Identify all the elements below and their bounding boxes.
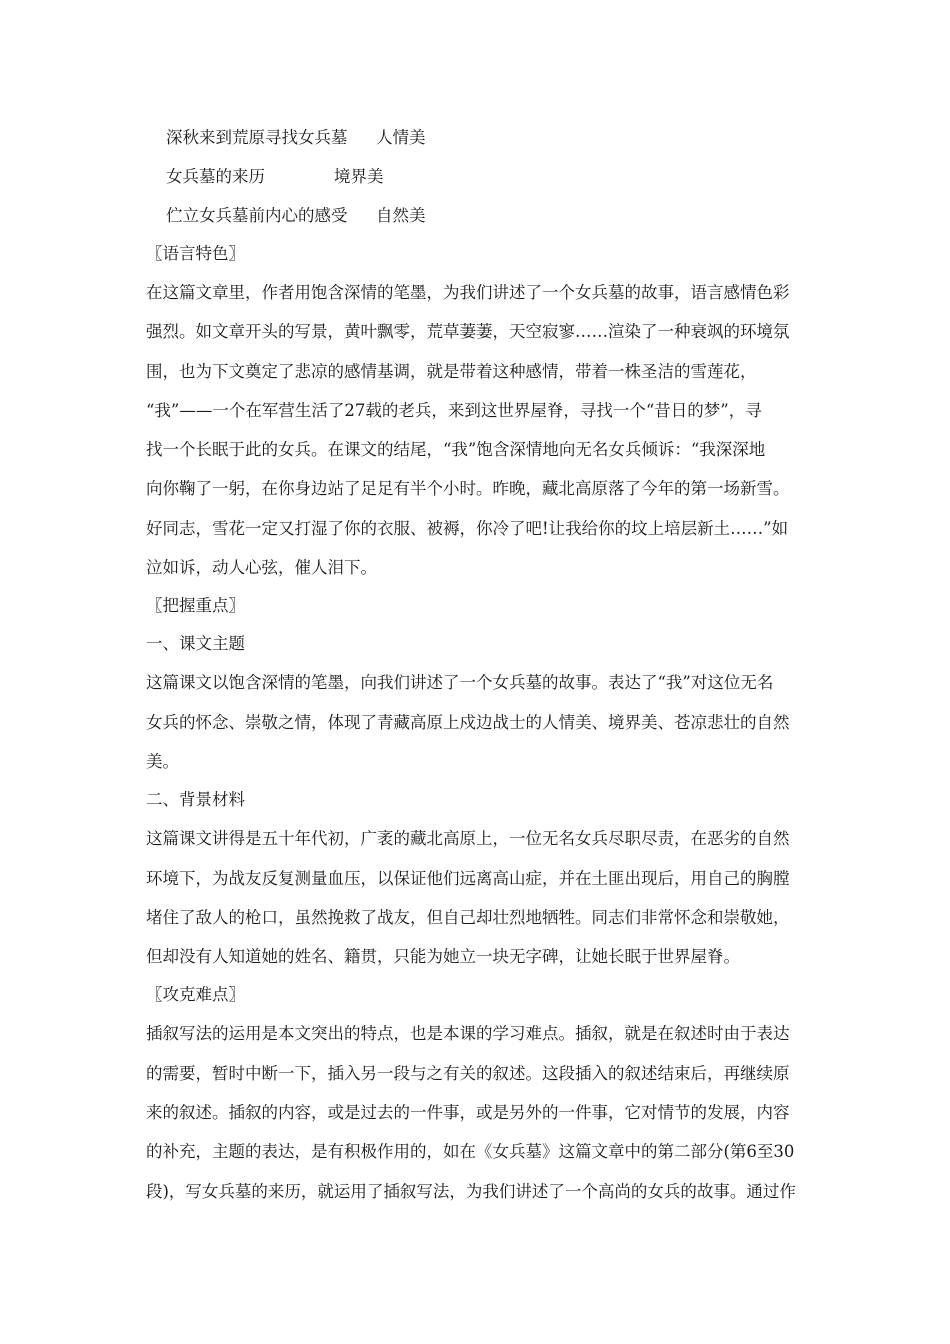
- outline-theme: 自然美: [376, 206, 426, 225]
- paragraph-line: 女兵的怀念、崇敬之情，体现了青藏高原上戍边战士的人情美、境界美、苍凉悲壮的自然: [146, 712, 790, 732]
- paragraph-line: 环境下，为战友反复测量血压，以保证他们远离高山症，并在土匪出现后，用自己的胸膛: [146, 868, 790, 888]
- outline-row: [146, 118, 810, 157]
- paragraph-line: 的需要，暂时中断一下，插入另一段与之有关的叙述。这段插入的叙述结束后，再继续原: [146, 1063, 790, 1083]
- section-heading-keypoints: 〖把握重点〗: [146, 596, 245, 616]
- paragraph-line: 堵住了敌人的枪口，虽然挽救了战友，但自己却壮烈地牺牲。同志们非常怀念和崇敬她，: [146, 907, 790, 927]
- outline-theme: 境界美: [334, 167, 384, 186]
- subheading-theme: 一、课文主题: [146, 634, 245, 654]
- subheading-background: 二、背景材料: [146, 790, 245, 810]
- paragraph-line: 插叙写法的运用是本文突出的特点，也是本课的学习难点。插叙，就是在叙述时由于表达: [146, 1024, 790, 1044]
- outline-part: 伫立女兵墓前内心的感受: [166, 206, 348, 225]
- outline-row: [146, 196, 810, 235]
- paragraph-line: 这篇课文以饱含深情的笔墨，向我们讲述了一个女兵墓的故事。表达了“我”对这位无名: [146, 673, 774, 693]
- paragraph-line: 的补充，主题的表达，是有积极作用的，如在《女兵墓》这篇文章中的第二部分(第6至30: [146, 1142, 795, 1162]
- paragraph-line: 在这篇文章里，作者用饱含深情的笔墨，为我们讲述了一个女兵墓的故事，语言感情色彩: [146, 283, 790, 302]
- paragraph-line: 泣如诉，动人心弦，催人泪下。: [146, 558, 377, 578]
- outline-part: 深秋来到荒原寻找女兵墓: [166, 128, 348, 147]
- paragraph-line: 但却没有人知道她的姓名、籍贯，只能为她立一块无字碑，让她长眠于世界屋脊。: [146, 947, 740, 967]
- outline-theme: 人情美: [376, 128, 426, 147]
- difficulty-paragraph: [146, 1014, 810, 1210]
- outline-row: [146, 157, 810, 196]
- paragraph-line: 向你鞠了一躬，在你身边站了足足有半个小时。昨晚，藏北高原落了今年的第一场新雪。: [146, 479, 790, 499]
- language-paragraph: [146, 273, 810, 587]
- outline-part: 女兵墓的来历: [166, 167, 265, 186]
- paragraph-line: “我”——一个在军营生活了27载的老兵，来到这世界屋脊，寻找一个“昔日的梦”，寻: [146, 400, 762, 420]
- section-heading-language: 〖语言特色〗: [146, 244, 245, 263]
- paragraph-line: 段)，写女兵墓的来历，就运用了插叙写法，为我们讲述了一个高尚的女兵的故事。通过作: [146, 1181, 796, 1201]
- paragraph-line: 这篇课文讲得是五十年代初，广袤的藏北高原上，一位无名女兵尽职尽责，在恶劣的自然: [146, 829, 790, 849]
- theme-paragraph: [146, 663, 810, 781]
- section-heading-difficulty: 〖攻克难点〗: [146, 985, 245, 1005]
- background-paragraph: [146, 819, 810, 976]
- paragraph-line: 来的叙述。插叙的内容，或是过去的一件事，或是另外的一件事，它对情节的发展，内容: [146, 1103, 790, 1123]
- document-page: [146, 118, 810, 1211]
- paragraph-line: 围，也为下文奠定了悲凉的感情基调，就是带着这种感情，带着一株圣洁的雪莲花，: [146, 361, 757, 381]
- paragraph-line: 找一个长眠于此的女兵。在课文的结尾，“我”饱含深情地向无名女兵倾诉：“我深深地: [146, 440, 766, 460]
- paragraph-line: 好同志，雪花一定又打湿了你的衣服、被褥，你冷了吧!让我给你的坟上培层新土……”如: [146, 518, 789, 538]
- paragraph-line: 强烈。如文章开头的写景，黄叶飘零，荒草萋萋，天空寂寥……渲染了一种衰飒的环境氛: [146, 322, 790, 342]
- paragraph-line: 美。: [146, 751, 179, 771]
